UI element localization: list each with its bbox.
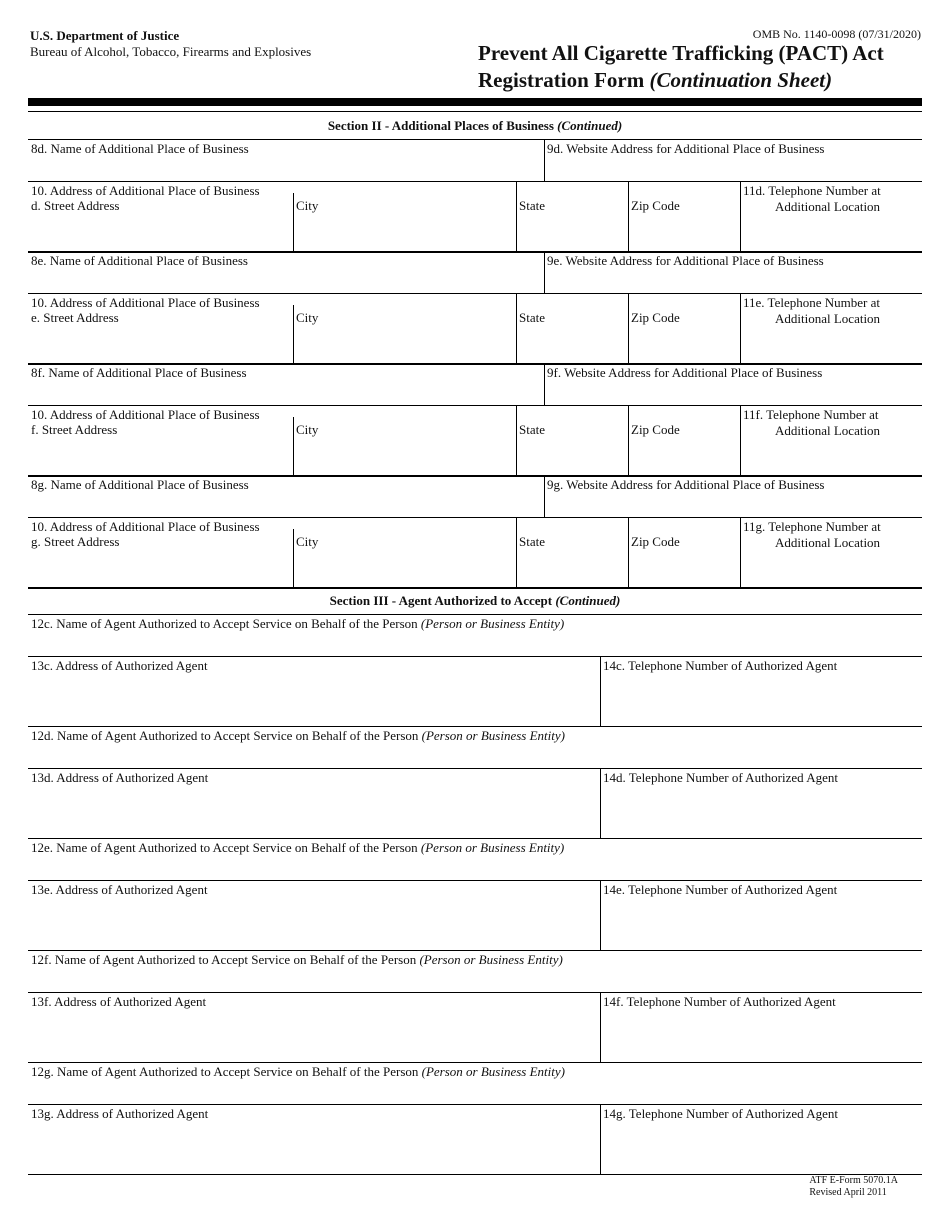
website-label-g: 9g. Website Address for Additional Place of Business [547, 477, 825, 492]
name-row-rule-f [28, 405, 922, 406]
city-label-f: City [296, 422, 319, 437]
bureau-name: Bureau of Alcohol, Tobacco, Firearms and Explosives [30, 44, 312, 59]
agent-name-rule-c [28, 656, 922, 657]
agent-name-field-e[interactable] [28, 856, 922, 880]
agent-name-label-italic-e: (Person or Business Entity) [420, 840, 565, 855]
agent-name-label-text-d: 12d. Name of Agent Authorized to Accept Service on Behalf of the Person [31, 728, 422, 743]
agent-address-label-f: 13f. Address of Authorized Agent [31, 994, 207, 1009]
website-label-d: 9d. Website Address for Additional Place of Business [547, 141, 825, 156]
form-title [478, 40, 884, 94]
agent-name-label-d [31, 728, 565, 743]
business-name-field-d[interactable] [28, 155, 544, 179]
business-name-label-d: 8d. Name of Additional Place of Business [31, 141, 249, 156]
city-field-e[interactable] [294, 327, 516, 361]
section2-title-italic: (Continued) [557, 118, 623, 133]
zip-label-d: Zip Code [631, 198, 680, 213]
zip-field-f[interactable] [629, 439, 740, 473]
business-name-label-e: 8e. Name of Additional Place of Business [31, 253, 248, 268]
agent-phone-label-f: 14f. Telephone Number of Authorized Agent [603, 994, 836, 1009]
state-label-g: State [519, 534, 545, 549]
street-address-field-g[interactable] [28, 551, 293, 585]
agent-name-label-e [31, 840, 564, 855]
business-name-label-f: 8f. Name of Additional Place of Business [31, 365, 247, 380]
street-address-field-f[interactable] [28, 439, 293, 473]
agent-name-label-italic-f: (Person or Business Entity) [419, 952, 563, 967]
agent-name-rule-e [28, 880, 922, 881]
agent-name-field-f[interactable] [28, 968, 922, 992]
city-label-e: City [296, 310, 319, 325]
phone-label-d: 11d. Telephone Number at [743, 183, 881, 198]
street-address-label-f: f. Street Address [31, 422, 118, 437]
agent-address-field-e[interactable] [28, 898, 600, 948]
website-label-e: 9e. Website Address for Additional Place of Business [547, 253, 824, 268]
agent-block-rule-g [28, 1174, 922, 1175]
street-address-label-d: d. Street Address [31, 198, 120, 213]
form-title-line2-italic: (Continuation Sheet) [649, 68, 833, 92]
form-title-line2 [478, 67, 884, 94]
form-title-line1: Prevent All Cigarette Trafficking (PACT) Act [478, 41, 884, 65]
state-field-f[interactable] [517, 439, 628, 473]
agent-name-label-c [31, 616, 564, 631]
address-label-f: 10. Address of Additional Place of Business [31, 407, 260, 422]
agency-header [30, 28, 311, 60]
website-field-g[interactable] [545, 491, 922, 515]
zip-field-d[interactable] [629, 215, 740, 249]
agent-name-field-g[interactable] [28, 1080, 922, 1104]
agent-name-label-text-g: 12g. Name of Agent Authorized to Accept Service on Behalf of the Person [31, 1064, 422, 1079]
name-row-rule-g [28, 517, 922, 518]
agent-address-field-d[interactable] [28, 786, 600, 836]
form-id: ATF E-Form 5070.1A [809, 1175, 898, 1186]
phone-field-g[interactable] [741, 553, 922, 585]
agent-phone-label-d: 14d. Telephone Number of Authorized Agent [603, 770, 838, 785]
agent-address-field-c[interactable] [28, 674, 600, 724]
phone-field-e[interactable] [741, 329, 922, 361]
phone-label-sub-f: Additional Location [775, 423, 881, 438]
agent-phone-field-g[interactable] [601, 1122, 922, 1172]
agent-block-rule-f [28, 1062, 922, 1063]
zip-field-e[interactable] [629, 327, 740, 361]
street-address-label-e: e. Street Address [31, 310, 119, 325]
agent-address-label-c: 13c. Address of Authorized Agent [31, 658, 208, 673]
agent-phone-label-e: 14e. Telephone Number of Authorized Agent [603, 882, 838, 897]
agent-name-label-f [31, 952, 563, 967]
name-row-rule-d [28, 181, 922, 182]
city-label-g: City [296, 534, 319, 549]
city-field-f[interactable] [294, 439, 516, 473]
agent-name-rule-f [28, 992, 922, 993]
section2-top-rule [28, 111, 922, 112]
address-label-e: 10. Address of Additional Place of Business [31, 295, 260, 310]
zip-label-e: Zip Code [631, 310, 680, 325]
name-row-rule-e [28, 293, 922, 294]
state-label-d: State [519, 198, 545, 213]
form-title-line2-text: Registration Form [478, 68, 650, 92]
business-name-field-f[interactable] [28, 379, 544, 403]
header-rule [28, 98, 922, 106]
phone-field-d[interactable] [741, 217, 922, 249]
street-address-field-e[interactable] [28, 327, 293, 361]
agent-address-field-g[interactable] [28, 1122, 600, 1172]
section3-title-rule [28, 614, 922, 615]
state-field-d[interactable] [517, 215, 628, 249]
section2-title [28, 118, 922, 134]
business-name-label-g: 8g. Name of Additional Place of Business [31, 477, 249, 492]
phone-label-sub-e: Additional Location [775, 311, 881, 326]
section3-title [28, 593, 922, 609]
street-address-label-g: g. Street Address [31, 534, 120, 549]
agent-name-label-text-f: 12f. Name of Agent Authorized to Accept Service on Behalf of the Person [31, 952, 420, 967]
agent-name-field-d[interactable] [28, 744, 922, 768]
form-revised: Revised April 2011 [809, 1187, 887, 1198]
agent-address-label-e: 13e. Address of Authorized Agent [31, 882, 208, 897]
agent-name-rule-g [28, 1104, 922, 1105]
business-name-field-e[interactable] [28, 267, 544, 291]
agent-name-label-italic-g: (Person or Business Entity) [421, 1064, 565, 1079]
agent-name-label-italic-c: (Person or Business Entity) [420, 616, 565, 631]
address-label-g: 10. Address of Additional Place of Business [31, 519, 260, 534]
agent-name-label-italic-d: (Person or Business Entity) [421, 728, 565, 743]
agency-name: U.S. Department of Justice [30, 28, 180, 43]
agent-name-label-text-c: 12c. Name of Agent Authorized to Accept Service on Behalf of the Person [31, 616, 421, 631]
agent-name-field-c[interactable] [28, 632, 922, 656]
agent-phone-label-g: 14g. Telephone Number of Authorized Agent [603, 1106, 838, 1121]
phone-field-f[interactable] [741, 441, 922, 473]
phone-label-e: 11e. Telephone Number at [743, 295, 880, 310]
state-label-f: State [519, 422, 545, 437]
address-row-rule-g [28, 587, 922, 589]
agent-phone-field-f[interactable] [601, 1010, 922, 1060]
agent-phone-label-c: 14c. Telephone Number of Authorized Agent [603, 658, 838, 673]
business-name-field-g[interactable] [28, 491, 544, 515]
city-field-g[interactable] [294, 551, 516, 585]
agent-block-rule-c [28, 726, 922, 727]
state-field-e[interactable] [517, 327, 628, 361]
street-address-field-d[interactable] [28, 215, 293, 249]
website-label-f: 9f. Website Address for Additional Place of Business [547, 365, 823, 380]
agent-address-label-g: 13g. Address of Authorized Agent [31, 1106, 209, 1121]
agent-address-field-f[interactable] [28, 1010, 600, 1060]
agent-name-label-g [31, 1064, 565, 1079]
agent-phone-field-d[interactable] [601, 786, 922, 836]
city-label-d: City [296, 198, 319, 213]
agent-block-rule-d [28, 838, 922, 839]
zip-label-f: Zip Code [631, 422, 680, 437]
city-field-d[interactable] [294, 215, 516, 249]
website-field-f[interactable] [545, 379, 922, 403]
phone-label-sub-g: Additional Location [775, 535, 881, 550]
section2-title-rule [28, 139, 922, 140]
agent-name-label-text-e: 12e. Name of Agent Authorized to Accept Service on Behalf of the Person [31, 840, 421, 855]
agent-name-rule-d [28, 768, 922, 769]
agent-phone-field-c[interactable] [601, 674, 922, 724]
section3-title-italic: (Continued) [555, 593, 621, 608]
state-field-g[interactable] [517, 551, 628, 585]
agent-address-label-d: 13d. Address of Authorized Agent [31, 770, 209, 785]
zip-label-g: Zip Code [631, 534, 680, 549]
website-field-d[interactable] [545, 155, 922, 179]
zip-field-g[interactable] [629, 551, 740, 585]
phone-label-sub-d: Additional Location [775, 199, 881, 214]
address-label-d: 10. Address of Additional Place of Business [31, 183, 260, 198]
omb-number: OMB No. 1140-0098 (07/31/2020) [752, 27, 921, 41]
agent-phone-field-e[interactable] [601, 898, 922, 948]
section2-title-text: Section II - Additional Places of Business [327, 118, 558, 133]
agent-block-rule-e [28, 950, 922, 951]
state-label-e: State [519, 310, 545, 325]
section3-title-text: Section III - Agent Authorized to Accept [329, 593, 556, 608]
website-field-e[interactable] [545, 267, 922, 291]
form-footer [809, 1175, 898, 1199]
phone-label-f: 11f. Telephone Number at [743, 407, 879, 422]
phone-label-g: 11g. Telephone Number at [743, 519, 881, 534]
